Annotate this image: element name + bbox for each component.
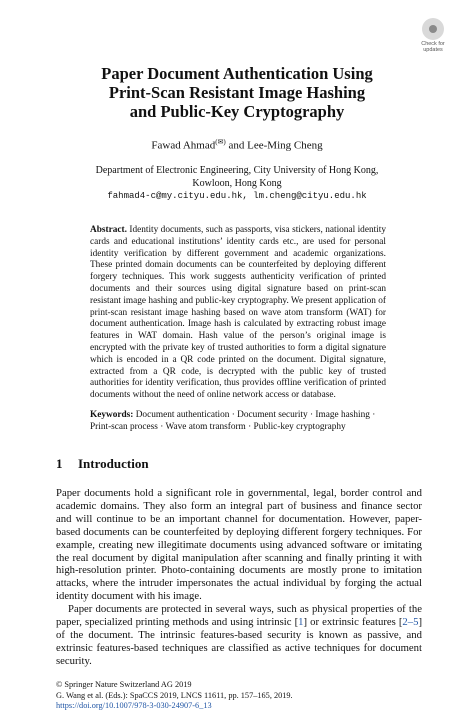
author-list: [40, 138, 434, 152]
section-number: 1: [56, 456, 63, 471]
keywords-label: Keywords:: [90, 410, 134, 420]
keywords: [90, 410, 386, 434]
section-title: Introduction: [78, 456, 149, 471]
author-first: Fawad Ahmad: [151, 139, 216, 152]
paragraph-2-part-c: ] of the document. The intrinsic features-based security is known as passive, and extrinsic features-based techniques are classified as active techniques for document security.: [56, 616, 422, 667]
check-for-updates-icon: [422, 18, 444, 40]
affiliation-line-2: Kowloon, Hong Kong: [192, 178, 282, 189]
citation-link[interactable]: 1: [298, 616, 304, 629]
body-text: [56, 487, 422, 668]
badge-label-line2: updates: [423, 47, 443, 53]
title-line-2: Print-Scan Resistant Image Hashing: [108, 83, 366, 102]
badge-label-line1: Check for: [421, 41, 445, 47]
keywords-text: Document authentication · Document security · Image hashing · Print-scan process · Wave atom transform · Public-key cryptography: [90, 410, 376, 432]
affiliation-line-1: Department of Electronic Engineering, City University of Hong Kong,: [95, 165, 379, 176]
paragraph-1: Paper documents hold a significant role in governmental, legal, border control and academic domains. They also form an integral part of business and finance sector and will continue to be an important channel for documentation. However, paper-based documents can be counterfeited by deploying different forgery techniques. For example, creating new illegitimate documents using advanced software or imitating the real document by digital manipulation after scanning and finally printing it with high-resolution printer. Photo-containing documents are mostly prone to imitation attacks, where the intruder impersonates the actual individual by forging the actual identity document with his image.: [56, 487, 422, 603]
author-emails: fahmad4-c@my.cityu.edu.hk, lm.cheng@cityu.edu.hk: [107, 191, 367, 201]
paragraph-2: [56, 603, 422, 668]
paper-title: [40, 64, 434, 121]
check-for-updates-badge[interactable]: [418, 18, 448, 52]
abstract: [90, 225, 386, 402]
affiliation: [40, 164, 434, 203]
abstract-label: Abstract.: [90, 225, 127, 235]
footer: [56, 680, 293, 712]
citation-link[interactable]: 2–5: [402, 616, 419, 629]
copyright-line: © Springer Nature Switzerland AG 2019: [56, 680, 192, 689]
paragraph-2-part-a: Paper documents are protected in several ways, such as physical properties of the paper, specialized printing methods and using intrinsic [: [56, 603, 422, 629]
citation-line: G. Wang et al. (Eds.): SpaCCS 2019, LNCS 11611, pp. 157–165, 2019.: [56, 690, 293, 700]
title-line-3: and Public-Key Cryptography: [129, 102, 345, 121]
author-rest: and Lee-Ming Cheng: [225, 139, 323, 152]
paragraph-2-part-b: ] or extrinsic features [: [303, 616, 403, 629]
section-heading: [56, 456, 149, 472]
doi-link[interactable]: https://doi.org/10.1007/978-3-030-24907-6_13: [56, 701, 212, 711]
corresponding-author-marker: (✉): [215, 138, 226, 146]
title-line-1: Paper Document Authentication Using: [101, 64, 373, 83]
abstract-text: Identity documents, such as passports, visa stickers, national identity cards and educational institutions’ identity cards etc., are used for personal identity verification by different government and academic organizations. These printed domain documents can be counterfeited by deploying different forgery techniques. This work suggests authenticity verification of printed documents and their sources using digital signature based on print-scan resistant image hashing and public-key cryptography. We present application of print-scan resistant image hashing based on wave atom transform (WAT) for document authentication. Image hash is calculated by extracting robust image features in WAT domain. Hash value of the person’s original image is encrypted with the private key of trusted authorities to form a digital signature which is encoded in a QR code printed on the document. Digital signature, extracted from a QR code, is decrypted with the public key of trusted authorities for identity verification, thus provides offline verification of printed documents without the need of online network access or database.: [90, 225, 386, 401]
